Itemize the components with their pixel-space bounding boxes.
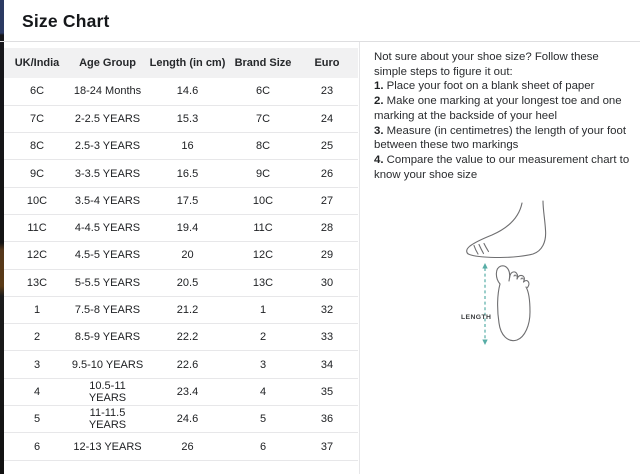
table-cell: 30 bbox=[296, 269, 358, 296]
table-body bbox=[4, 78, 358, 460]
table-cell: 3 bbox=[230, 351, 296, 378]
table-cell: 26 bbox=[145, 433, 230, 460]
table-cell: 24.6 bbox=[145, 406, 230, 433]
table-cell: 27 bbox=[296, 187, 358, 214]
table-cell: 8C bbox=[4, 133, 70, 160]
table-cell: 6 bbox=[4, 433, 70, 460]
table-head bbox=[4, 48, 358, 78]
table-cell: 1 bbox=[4, 296, 70, 323]
table-cell: 11C bbox=[4, 214, 70, 241]
table-row bbox=[4, 269, 358, 296]
table-cell: 9.5-10 YEARS bbox=[70, 351, 145, 378]
table-cell: 3 bbox=[4, 351, 70, 378]
table-cell: 35 bbox=[296, 378, 358, 405]
table-cell: 4.5-5 YEARS bbox=[70, 242, 145, 269]
table-cell: 12C bbox=[230, 242, 296, 269]
divider bbox=[359, 42, 360, 474]
size-table bbox=[4, 48, 358, 461]
table-cell: 4 bbox=[4, 378, 70, 405]
table-cell: 10C bbox=[4, 187, 70, 214]
table-cell: 20.5 bbox=[145, 269, 230, 296]
table-cell: 33 bbox=[296, 324, 358, 351]
table-cell: 5 bbox=[230, 406, 296, 433]
table-row bbox=[4, 351, 358, 378]
table-cell: 6C bbox=[4, 78, 70, 105]
table-cell: 2 bbox=[4, 324, 70, 351]
table-cell: 23 bbox=[296, 78, 358, 105]
table-cell: 13C bbox=[230, 269, 296, 296]
table-row bbox=[4, 324, 358, 351]
table-cell: 15.3 bbox=[145, 105, 230, 132]
table-cell: 32 bbox=[296, 296, 358, 323]
table-row bbox=[4, 105, 358, 132]
foot-measurement-illustration bbox=[430, 188, 640, 350]
table-cell: 4-4.5 YEARS bbox=[70, 214, 145, 241]
foot-sole-view-icon bbox=[496, 266, 530, 341]
table-cell: 22.2 bbox=[145, 324, 230, 351]
table-cell: 16 bbox=[145, 133, 230, 160]
table-cell: 7.5-8 YEARS bbox=[70, 296, 145, 323]
instruction-step: 1. Place your foot on a blank sheet of paper bbox=[374, 80, 595, 93]
table-cell: 25 bbox=[296, 133, 358, 160]
table-row bbox=[4, 160, 358, 187]
table-cell: 7C bbox=[4, 105, 70, 132]
table-cell: 5 bbox=[4, 406, 70, 433]
instruction-step-number: 3. bbox=[374, 124, 387, 137]
column-header: Length (in cm) bbox=[145, 48, 230, 78]
table-cell: 9C bbox=[230, 160, 296, 187]
table-header-row bbox=[4, 48, 358, 78]
table-cell: 23.4 bbox=[145, 378, 230, 405]
column-header: Brand Size bbox=[230, 48, 296, 78]
table-cell: 34 bbox=[296, 351, 358, 378]
column-header: UK/India bbox=[4, 48, 70, 78]
table-row bbox=[4, 433, 358, 460]
table-cell: 28 bbox=[296, 214, 358, 241]
table-cell: 8.5-9 YEARS bbox=[70, 324, 145, 351]
instruction-step: 2. Make one marking at your longest toe and one marking at the backside of your heel bbox=[374, 95, 622, 122]
table-row bbox=[4, 133, 358, 160]
table-cell: 2-2.5 YEARS bbox=[70, 105, 145, 132]
instruction-step-number: 4. bbox=[374, 153, 387, 166]
table-cell: 10.5-11 YEARS bbox=[70, 378, 145, 405]
instruction-step-number: 1. bbox=[374, 80, 387, 93]
table-cell: 7C bbox=[230, 105, 296, 132]
table-cell: 14.6 bbox=[145, 78, 230, 105]
table-cell: 12C bbox=[4, 242, 70, 269]
table-row bbox=[4, 187, 358, 214]
table-cell: 3.5-4 YEARS bbox=[70, 187, 145, 214]
table-cell: 6 bbox=[230, 433, 296, 460]
table-cell: 17.5 bbox=[145, 187, 230, 214]
table-row bbox=[4, 296, 358, 323]
table-cell: 9C bbox=[4, 160, 70, 187]
table-cell: 22.6 bbox=[145, 351, 230, 378]
table-row bbox=[4, 78, 358, 105]
table-cell: 2.5-3 YEARS bbox=[70, 133, 145, 160]
foot-illustration-svg bbox=[430, 188, 640, 350]
table-cell: 16.5 bbox=[145, 160, 230, 187]
instruction-step-number: 2. bbox=[374, 95, 387, 108]
page-title: Size Chart bbox=[22, 11, 110, 31]
column-header: Age Group bbox=[70, 48, 145, 78]
table-cell: 11-11.5 YEARS bbox=[70, 406, 145, 433]
table-cell: 36 bbox=[296, 406, 358, 433]
table-cell: 13C bbox=[4, 269, 70, 296]
divider bbox=[0, 41, 640, 42]
table-row bbox=[4, 406, 358, 433]
size-chart-table bbox=[4, 48, 358, 461]
instructions-steps bbox=[374, 79, 632, 182]
table-cell: 3-3.5 YEARS bbox=[70, 160, 145, 187]
table-row bbox=[4, 378, 358, 405]
table-cell: 26 bbox=[296, 160, 358, 187]
instructions-intro: Not sure about your shoe size? Follow these simple steps to figure it out: bbox=[374, 51, 599, 78]
instruction-step: 3. Measure (in centimetres) the length of your foot between these two markings bbox=[374, 124, 626, 152]
length-measure-line bbox=[461, 263, 491, 345]
table-cell: 8C bbox=[230, 133, 296, 160]
table-cell: 4 bbox=[230, 378, 296, 405]
table-cell: 11C bbox=[230, 214, 296, 241]
table-row bbox=[4, 242, 358, 269]
foot-side-view-icon bbox=[467, 201, 546, 258]
table-cell: 37 bbox=[296, 433, 358, 460]
table-cell: 5-5.5 YEARS bbox=[70, 269, 145, 296]
table-cell: 19.4 bbox=[145, 214, 230, 241]
table-cell: 2 bbox=[230, 324, 296, 351]
table-cell: 10C bbox=[230, 187, 296, 214]
table-row bbox=[4, 214, 358, 241]
table-cell: 1 bbox=[230, 296, 296, 323]
table-cell: 24 bbox=[296, 105, 358, 132]
table-cell: 18-24 Months bbox=[70, 78, 145, 105]
table-cell: 21.2 bbox=[145, 296, 230, 323]
table-cell: 20 bbox=[145, 242, 230, 269]
length-label: LENGTH bbox=[461, 314, 492, 321]
instructions-panel bbox=[374, 50, 632, 182]
table-cell: 29 bbox=[296, 242, 358, 269]
column-header: Euro bbox=[296, 48, 358, 78]
table-cell: 6C bbox=[230, 78, 296, 105]
table-cell: 12-13 YEARS bbox=[70, 433, 145, 460]
instruction-step: 4. Compare the value to our measurement chart to know your shoe size bbox=[374, 153, 630, 181]
